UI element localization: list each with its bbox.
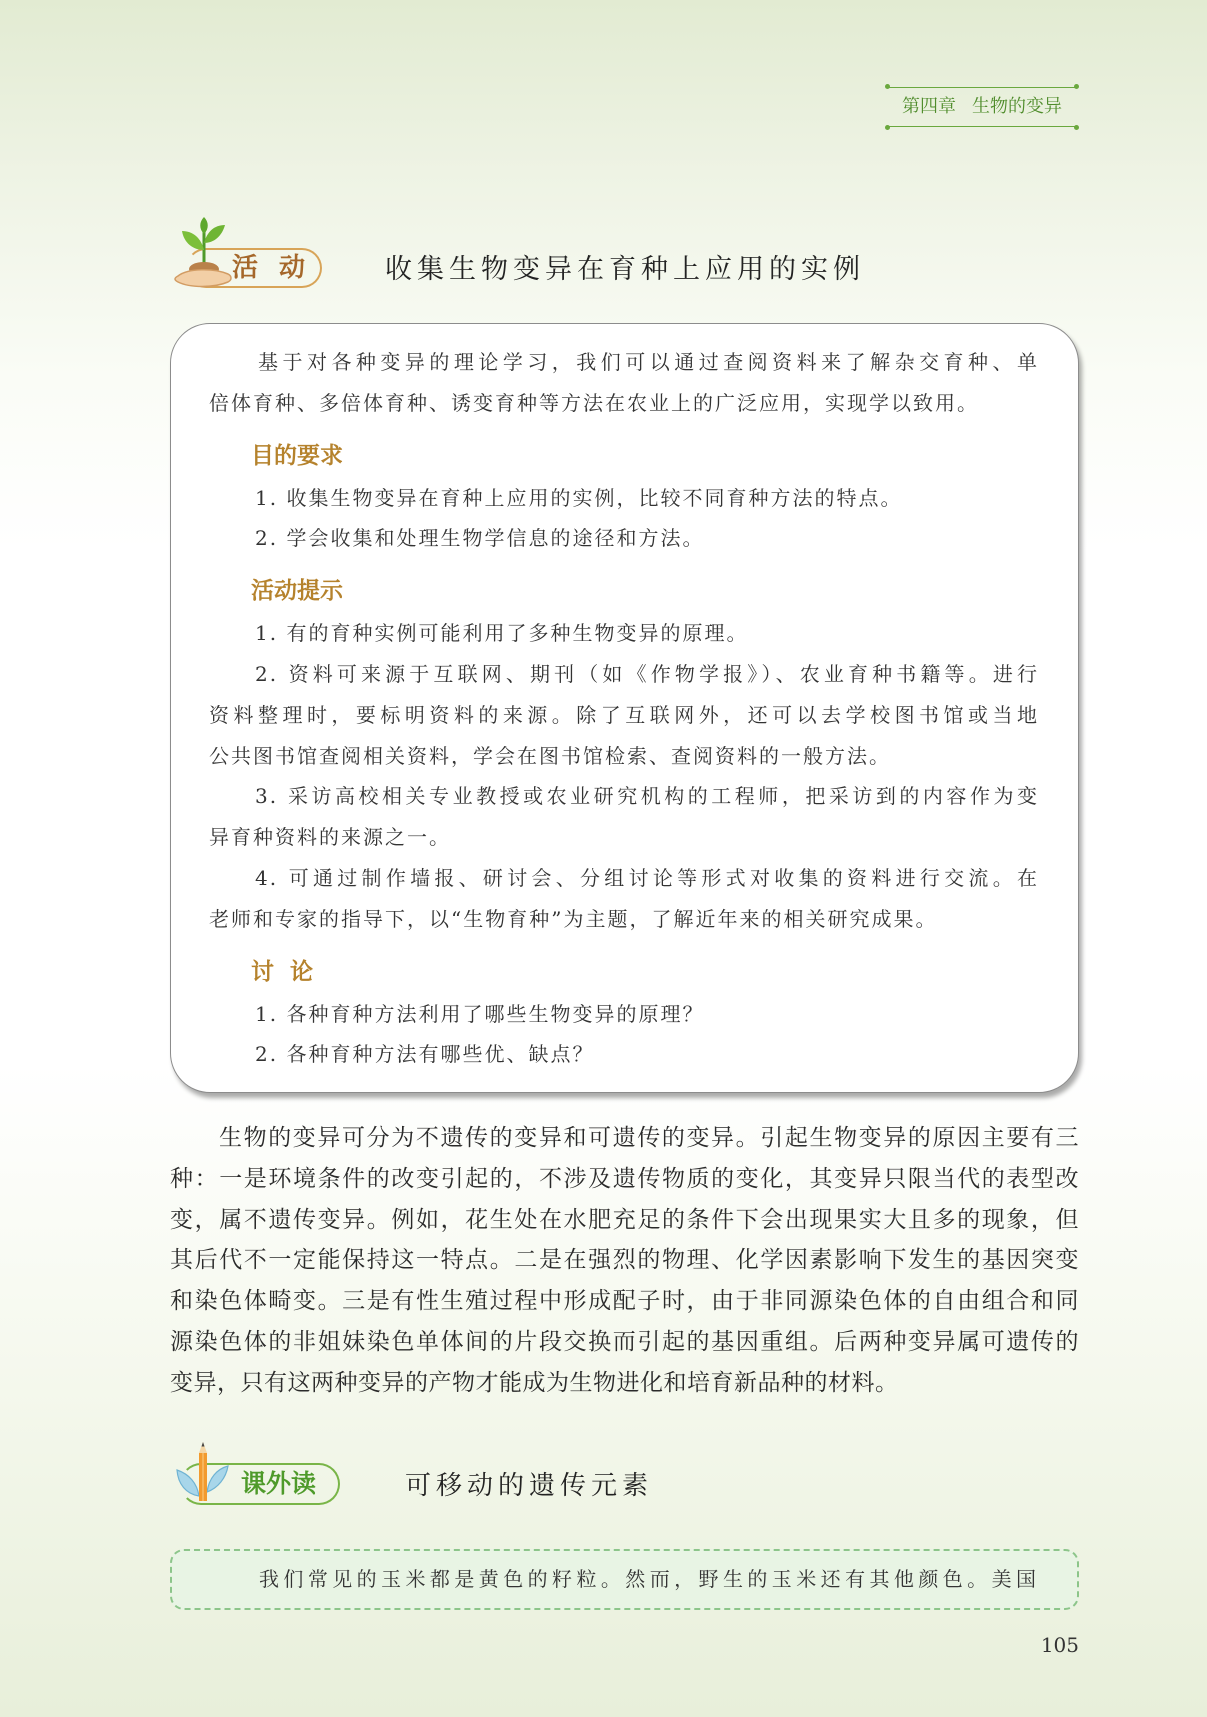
tips-heading: 活动提示	[251, 578, 343, 605]
reading-line: 我们常见的玉米都是黄色的籽粒。然而，野生的玉米还有其他颜色。美国	[259, 1567, 1038, 1591]
discussion-heading: 讨 论	[251, 958, 314, 985]
tips-item-continued: 资料整理时，要标明资料的来源。除了互联网外，还可以去学校图书馆或当地	[209, 702, 1039, 727]
purpose-heading: 目的要求	[251, 442, 343, 469]
body-line: 和染色体畸变。三是有性生殖过程中形成配子时，由于非同源染色体的自由组合和同	[170, 1288, 1079, 1315]
reading-title: 可移动的遗传元素	[405, 1471, 654, 1501]
activity-title: 收集生物变异在育种上应用的实例	[385, 254, 865, 285]
body-line: 变异，只有这两种变异的产物才能成为生物进化和培育新品种的材料。	[170, 1369, 899, 1396]
tips-item-continued: 老师和专家的指导下，以“生物育种”为主题，了解近年来的相关研究成果。	[209, 906, 938, 931]
chapter-name: 生物的变异	[972, 96, 1062, 117]
body-line: 变，属不遗传变异。例如，花生处在水肥充足的条件下会出现果实大且多的现象，但	[170, 1206, 1079, 1233]
reading-box	[170, 1549, 1079, 1610]
chapter-title	[885, 87, 1079, 127]
intro-line: 倍体育种、多倍体育种、诱变育种等方法在农业上的广泛应用，实现学以致用。	[209, 390, 979, 415]
body-line: 其后代不一定能保持这一特点。二是在强烈的物理、化学因素影响下发生的基因突变	[170, 1247, 1079, 1274]
discussion-item: 1. 各种育种方法利用了哪些生物变异的原理？	[255, 1001, 705, 1026]
chapter-number: 第四章	[902, 96, 956, 117]
purpose-item: 2. 学会收集和处理生物学信息的途径和方法。	[255, 526, 705, 551]
tips-item-continued: 异育种资料的来源之一。	[209, 825, 451, 850]
reading-label: 课外读	[241, 1469, 317, 1498]
pencil-leaf-icon	[172, 1440, 234, 1506]
activity-label: 活 动	[232, 253, 312, 283]
sprout-hand-icon	[174, 216, 236, 290]
body-line: 种：一是环境条件的改变引起的，不涉及遗传物质的变化，其变异只限当代的表型改	[170, 1165, 1079, 1192]
discussion-item: 2. 各种育种方法有哪些优、缺点？	[255, 1042, 595, 1067]
body-paragraph	[170, 1118, 1079, 1404]
tips-item: 4. 可通过制作墙报、研讨会、分组讨论等形式对收集的资料进行交流。在	[255, 865, 1039, 890]
intro-line: 基于对各种变异的理论学习，我们可以通过查阅资料来了解杂交育种、单	[258, 350, 1039, 374]
chapter-header	[885, 87, 1079, 127]
tips-item: 2. 资料可来源于互联网、期刊（如《作物学报》）、农业育种书籍等。进行	[255, 661, 1039, 686]
tips-item: 1. 有的育种实例可能利用了多种生物变异的原理。	[255, 621, 749, 646]
page-number: 105	[1040, 1633, 1079, 1657]
body-line: 生物的变异可分为不遗传的变异和可遗传的变异。引起生物变异的原因主要有三	[219, 1125, 1079, 1151]
tips-item: 3. 采访高校相关专业教授或农业研究机构的工程师，把采访到的内容作为变	[255, 784, 1039, 809]
body-line: 源染色体的非姐妹染色单体间的片段交换而引起的基因重组。后两种变异属可遗传的	[170, 1328, 1079, 1355]
tips-item-continued: 公共图书馆查阅相关资料，学会在图书馆检索、查阅资料的一般方法。	[209, 743, 891, 768]
activity-box	[170, 323, 1079, 1093]
purpose-item: 1. 收集生物变异在育种上应用的实例，比较不同育种方法的特点。	[255, 485, 903, 510]
